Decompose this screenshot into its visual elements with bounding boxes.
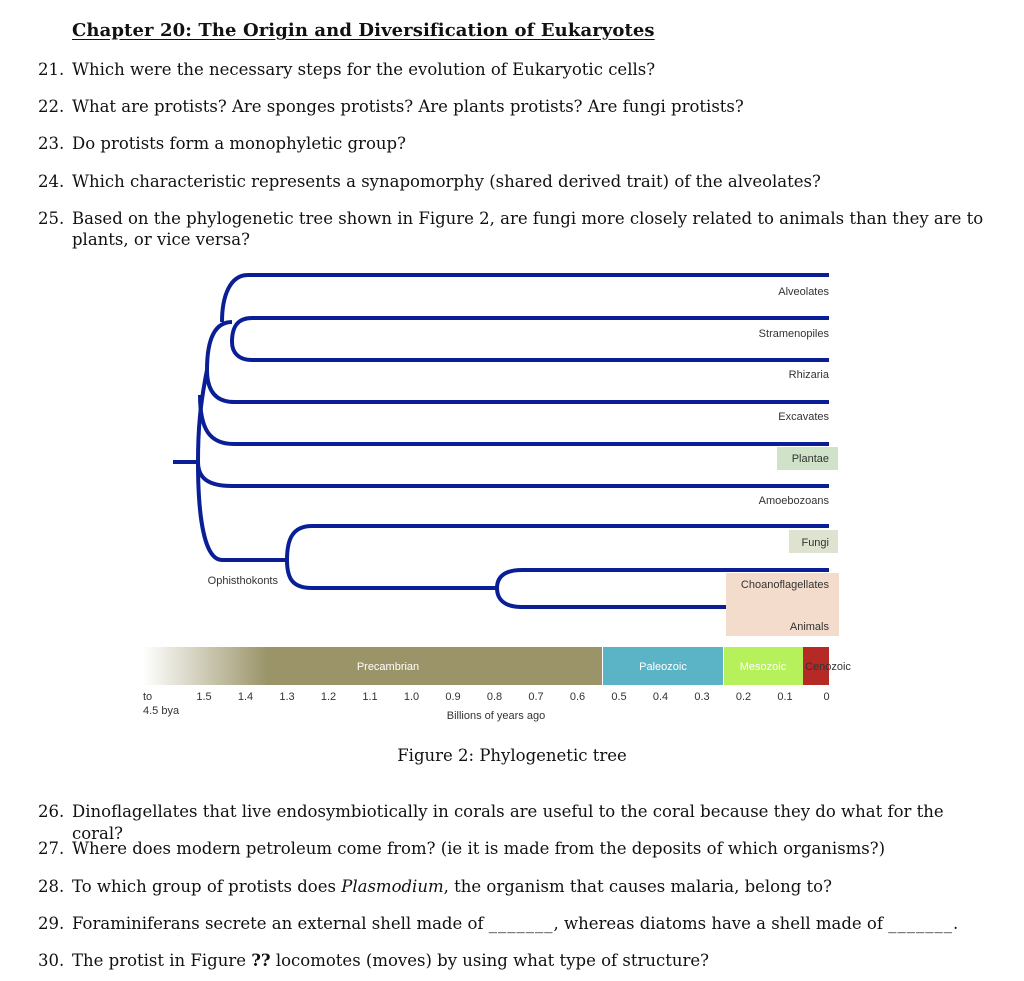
question-text: Based on the phylogenetic tree shown in Figure 2, are fungi more closely related to animals than they are to plants, or vice versa?: [72, 209, 984, 249]
taxon-animals: Animals: [789, 621, 829, 633]
branch-excavates: [207, 370, 829, 402]
axis-tick-label: 0.6: [569, 691, 586, 703]
axis-tick-label: 0.2: [735, 691, 752, 703]
axis-tick-label: 1.3: [279, 691, 295, 703]
question-number: 28.: [38, 877, 65, 896]
question-number: 30.: [38, 951, 65, 970]
question-text-mid: , whereas diatoms have a shell made of: [553, 914, 889, 933]
figure-caption: Figure 2: Phylogenetic tree: [397, 746, 627, 765]
branch-node-sar: [207, 322, 232, 370]
question-30: [38, 950, 988, 972]
taxon-rhizaria: Rhizaria: [788, 369, 829, 381]
era-label-precambrian: Precambrian: [356, 661, 420, 673]
branch-alveolates: [222, 275, 829, 322]
axis-tick-label: 0.9: [445, 691, 461, 703]
question-text-pre: Foraminiferans secrete an external shell made of: [72, 914, 489, 933]
question-text: Dinoflagellates that live endosymbiotically in corals are useful to the coral because they do what for the coral?: [72, 802, 944, 843]
phylogenetic-tree-figure: [0, 262, 1024, 722]
question-text: Which were the necessary steps for the evolution of Eukaryotic cells?: [72, 60, 656, 79]
question-number: 29.: [38, 914, 65, 933]
question-text: [72, 876, 988, 898]
question-24: [38, 171, 988, 193]
axis-tick-label: 0.3: [694, 691, 710, 703]
axis-tick-label: 0: [823, 691, 830, 703]
question-number: 26.: [38, 802, 65, 821]
branch-fungi: [287, 526, 829, 560]
branch-rhizaria: [232, 342, 829, 360]
unresolved-figure-ref: ??: [251, 951, 271, 970]
question-number: 21.: [38, 60, 65, 79]
question-text-post: , the organism that causes malaria, belong to?: [443, 877, 832, 896]
branch-opisthokont-stem: [198, 462, 287, 560]
era-fade: [143, 647, 268, 685]
axis-tick-label: 1.1: [362, 691, 378, 703]
question-text-pre: To which group of protists does: [72, 877, 342, 896]
taxon-stramenopiles: Stramenopiles: [758, 328, 829, 340]
chapter-heading: Chapter 20: The Origin and Diversification of Eukaryotes: [72, 20, 655, 41]
taxon-excavates: Excavates: [778, 411, 829, 423]
axis-tick-label: 0.4: [652, 691, 669, 703]
question-number: 22.: [38, 97, 65, 116]
taxon-fungi: Fungi: [801, 537, 829, 549]
axis-tick-label: 1.4: [237, 691, 254, 703]
question-22: [38, 96, 988, 118]
question-25: [38, 208, 988, 250]
question-text: What are protists? Are sponges protists? Are plants protists? Are fungi protists?: [72, 97, 744, 116]
time-axis: [143, 691, 830, 722]
question-text-post: .: [952, 914, 959, 933]
organism-name: Plasmodium: [341, 877, 444, 896]
answer-blank-2: _______: [888, 914, 953, 933]
question-text-pre: The protist in Figure: [72, 951, 252, 970]
question-number: 25.: [38, 209, 65, 228]
taxon-alveolates: Alveolates: [778, 286, 829, 298]
era-label-mesozoic: Mesozoic: [739, 661, 787, 673]
axis-start-line2: 4.5 bya: [143, 705, 180, 717]
axis-tick-label: 1.0: [403, 691, 420, 703]
axis-start-line1: to: [143, 691, 153, 703]
branch-stramenopiles: [232, 318, 829, 342]
question-number: 27.: [38, 839, 65, 858]
question-number: 23.: [38, 134, 65, 153]
question-number: 24.: [38, 172, 65, 191]
geologic-time-bar: [143, 647, 851, 685]
question-text-post: locomotes (moves) by using what type of structure?: [270, 951, 709, 970]
axis-tick-label: 0.8: [486, 691, 503, 703]
question-text: [72, 950, 988, 972]
taxon-plantae: Plantae: [791, 453, 829, 465]
question-text: Which characteristic represents a synapomorphy (shared derived trait) of the alveolates?: [72, 172, 821, 191]
era-precambrian: [267, 647, 602, 685]
tree-branches: [173, 275, 829, 607]
clade-label-opisthokonts: Ophisthokonts: [207, 575, 278, 587]
question-text: [72, 913, 988, 935]
era-label-cenozoic: Cenozoic: [805, 661, 851, 673]
answer-blank-1: _______: [488, 914, 554, 933]
question-21: [38, 59, 988, 81]
axis-tick-label: 0.7: [528, 691, 544, 703]
taxon-amoebozoans: Amoebozoans: [758, 495, 829, 507]
axis-tick-label: 0.5: [611, 691, 627, 703]
taxon-choanoflagellates: Choanoflagellates: [740, 579, 829, 591]
axis-tick-label: 0.1: [777, 691, 793, 703]
question-27: [38, 838, 988, 860]
branch-amoebozoans: [198, 462, 829, 486]
question-text: Where does modern petroleum come from? (ie it is made from the deposits of which organisms?): [72, 839, 886, 858]
question-23: [38, 133, 988, 155]
axis-tick-label: 1.5: [196, 691, 212, 703]
axis-tick-label: 1.2: [320, 691, 337, 703]
axis-label: Billions of years ago: [446, 710, 546, 722]
question-29: [38, 913, 988, 935]
question-28: [38, 876, 988, 898]
branch-holozoa: [287, 560, 497, 588]
question-text: Do protists form a monophyletic group?: [72, 134, 406, 153]
era-label-paleozoic: Paleozoic: [639, 661, 687, 673]
